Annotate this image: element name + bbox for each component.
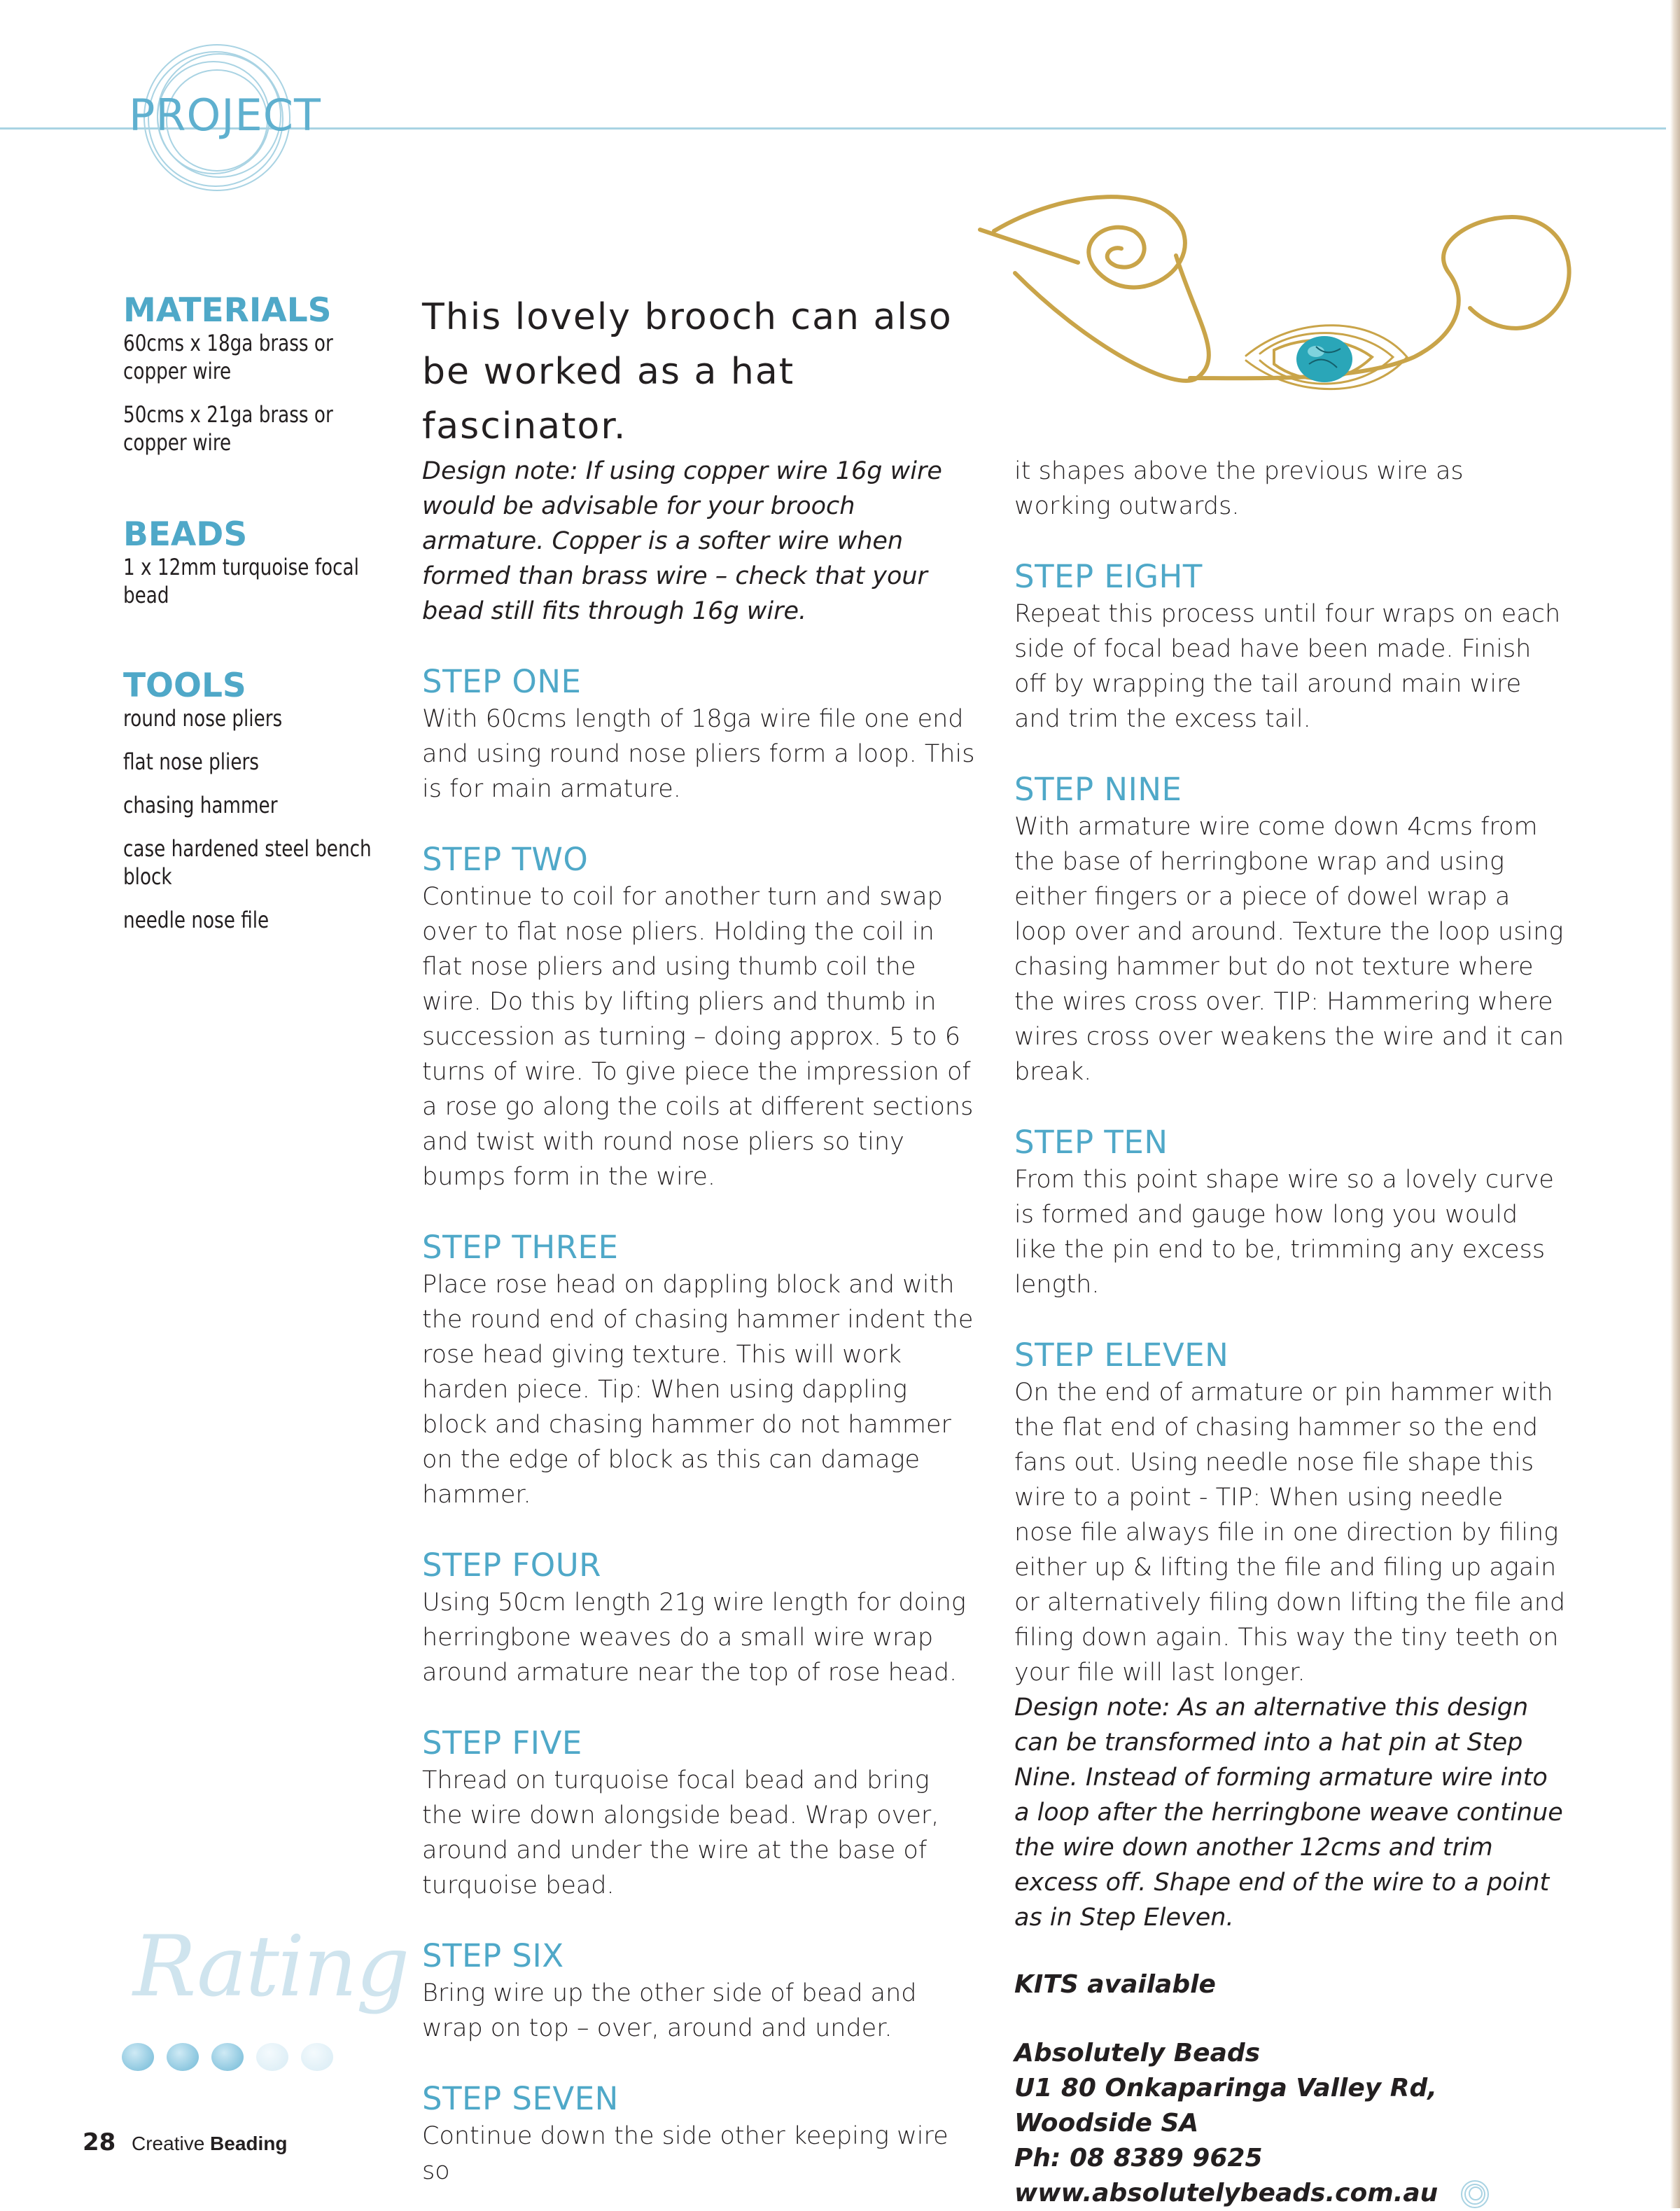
materials-item: 50cms x 21ga brass or copper wire <box>123 401 333 456</box>
materials-section <box>123 293 375 472</box>
tools-item: round nose pliers <box>123 705 283 732</box>
step-text-continued: it shapes above the previous wire as working outwards. <box>1014 457 1464 520</box>
step-text: Repeat this process until four wraps on each side of focal bead have been made. Finish off by wrapping the tail around main wire and trim the excess tail. <box>1014 600 1561 733</box>
rating-dot-empty <box>256 2043 288 2071</box>
magazine-name-light: Creative <box>132 2133 205 2154</box>
step-text: Bring wire up the other side of bead and wrap on top – over, around and under. <box>422 1979 917 2042</box>
step-text: Place rose head on dappling block and with the round end of chasing hammer indent the rose head giving texture. This will work harden piece. Tip: When using dappling block and chasing hammer do not hammer on the edge of block as this can damage hammer. <box>422 1271 974 1509</box>
end-mark-icon <box>1460 2179 1490 2210</box>
magazine-name-bold: Beading <box>210 2133 288 2154</box>
step-text: On the end of armature or pin hammer with the flat end of chasing hammer so the end fans out. Using needle nose file shape this wire to a point - TIP: When using needle nose file always file in one direction by filing either up & lifting the file and filing up again or alternatively filing down lifting the file and filing down again. This way the tiny teeth on your file will last longer. <box>1014 1379 1566 1687</box>
step-text: From this point shape wire so a lovely curve is formed and gauge how long you would like the pin end to be, trimming any excess length. <box>1014 1166 1554 1299</box>
step-heading: STEP THREE <box>422 1229 619 1266</box>
page-edge <box>1670 0 1680 2208</box>
step-heading: STEP EIGHT <box>1014 558 1203 595</box>
step-text: Using 50cm length 21g wire length for doing herringbone weaves do a small wire wrap around armature near the top of rose head. <box>422 1589 966 1687</box>
tools-heading: TOOLS <box>123 667 246 705</box>
design-note: Design note: As an alternative this design can be transformed into a hat pin at Step Nine. Instead of forming armature wire into a loop after the herringbone weave continue the wire down another 12cms and trim excess off. Shape end of the wire to a point as in Step Eleven. <box>1014 1694 1563 1932</box>
step-heading: STEP ELEVEN <box>1014 1337 1229 1374</box>
step-text: Continue to coil for another turn and swap over to flat nose pliers. Holding the coil in flat nose pliers and using thumb coil the wire. Do this by lifting pliers and thumb in succession as turning – doing approx. 5 to 6 turns of wire. To give piece the impression of a rose go along the coils at different sections and twist with round nose pliers so tiny bumps form in the wire. <box>422 883 974 1191</box>
rating-dot-filled <box>211 2043 244 2071</box>
tools-item: case hardened steel bench block <box>123 835 372 890</box>
rating-dot-empty <box>301 2043 333 2071</box>
step-text: Thread on turquoise focal bead and bring the wire down alongside bead. Wrap over, around and under the wire at the base of turquoise bead. <box>422 1766 939 1899</box>
step-heading: STEP NINE <box>1014 771 1182 808</box>
kits-web-row <box>1014 2176 1567 2211</box>
kits-website-link[interactable]: www.absolutelybeads.com.au <box>1014 2179 1438 2207</box>
tools-item: needle nose file <box>123 907 270 933</box>
brooch-photo <box>966 189 1582 413</box>
step-text: Continue down the side other keeping wire so <box>422 2122 948 2185</box>
step-heading: STEP SEVEN <box>422 2080 619 2117</box>
tools-section <box>123 668 375 949</box>
step-heading: STEP TEN <box>1014 1124 1168 1161</box>
magazine-name <box>132 2133 288 2155</box>
step-heading: STEP ONE <box>422 663 582 700</box>
step-heading: STEP FIVE <box>422 1724 582 1762</box>
beads-section <box>123 517 375 625</box>
kits-phone: Ph: 08 8389 9625 <box>1014 2144 1263 2172</box>
kits-name: Absolutely Beads <box>1014 2039 1261 2067</box>
step-heading: STEP SIX <box>422 1937 564 1974</box>
section-label: PROJECT <box>129 90 321 141</box>
column-one <box>422 454 975 2189</box>
materials-item: 60cms x 18ga brass or copper wire <box>123 330 333 384</box>
step-text: With armature wire come down 4cms from the base of herringbone wrap and using either fingers or a piece of dowel wrap a loop over and around. Texture the loop using chasing hammer but do not texture where the wires cross over. TIP: Hammering where wires cross over weakens the wire and it can break. <box>1014 813 1564 1086</box>
page-number: 28 <box>83 2128 116 2156</box>
tools-item: flat nose pliers <box>123 748 259 775</box>
rating-dot-filled <box>167 2043 199 2071</box>
step-text: With 60cms length of 18ga wire file one end and using round nose pliers form a loop. This is for main armature. <box>422 705 975 803</box>
design-note: Design note: If using copper wire 16g wire would be advisable for your brooch armature. Copper is a softer wire when formed than brass wire – check that your bead still fits through 16g wire. <box>422 457 942 625</box>
rating-dot-filled <box>122 2043 154 2071</box>
step-heading: STEP FOUR <box>422 1547 601 1584</box>
kits-address: U1 80 Onkaparinga Valley Rd, Woodside SA <box>1014 2074 1437 2137</box>
tools-item: chasing hammer <box>123 792 278 818</box>
column-two <box>1014 454 1567 2211</box>
kits-label: KITS available <box>1014 1970 1216 1999</box>
lead-paragraph: This lovely brooch can also be worked as a hat fascinator. <box>422 296 953 447</box>
beads-item: 1 x 12mm turquoise focal bead <box>123 554 359 608</box>
beads-heading: BEADS <box>123 515 248 554</box>
step-heading: STEP TWO <box>422 841 589 878</box>
rating-label: Rating <box>133 1918 409 2016</box>
materials-heading: MATERIALS <box>123 291 332 330</box>
